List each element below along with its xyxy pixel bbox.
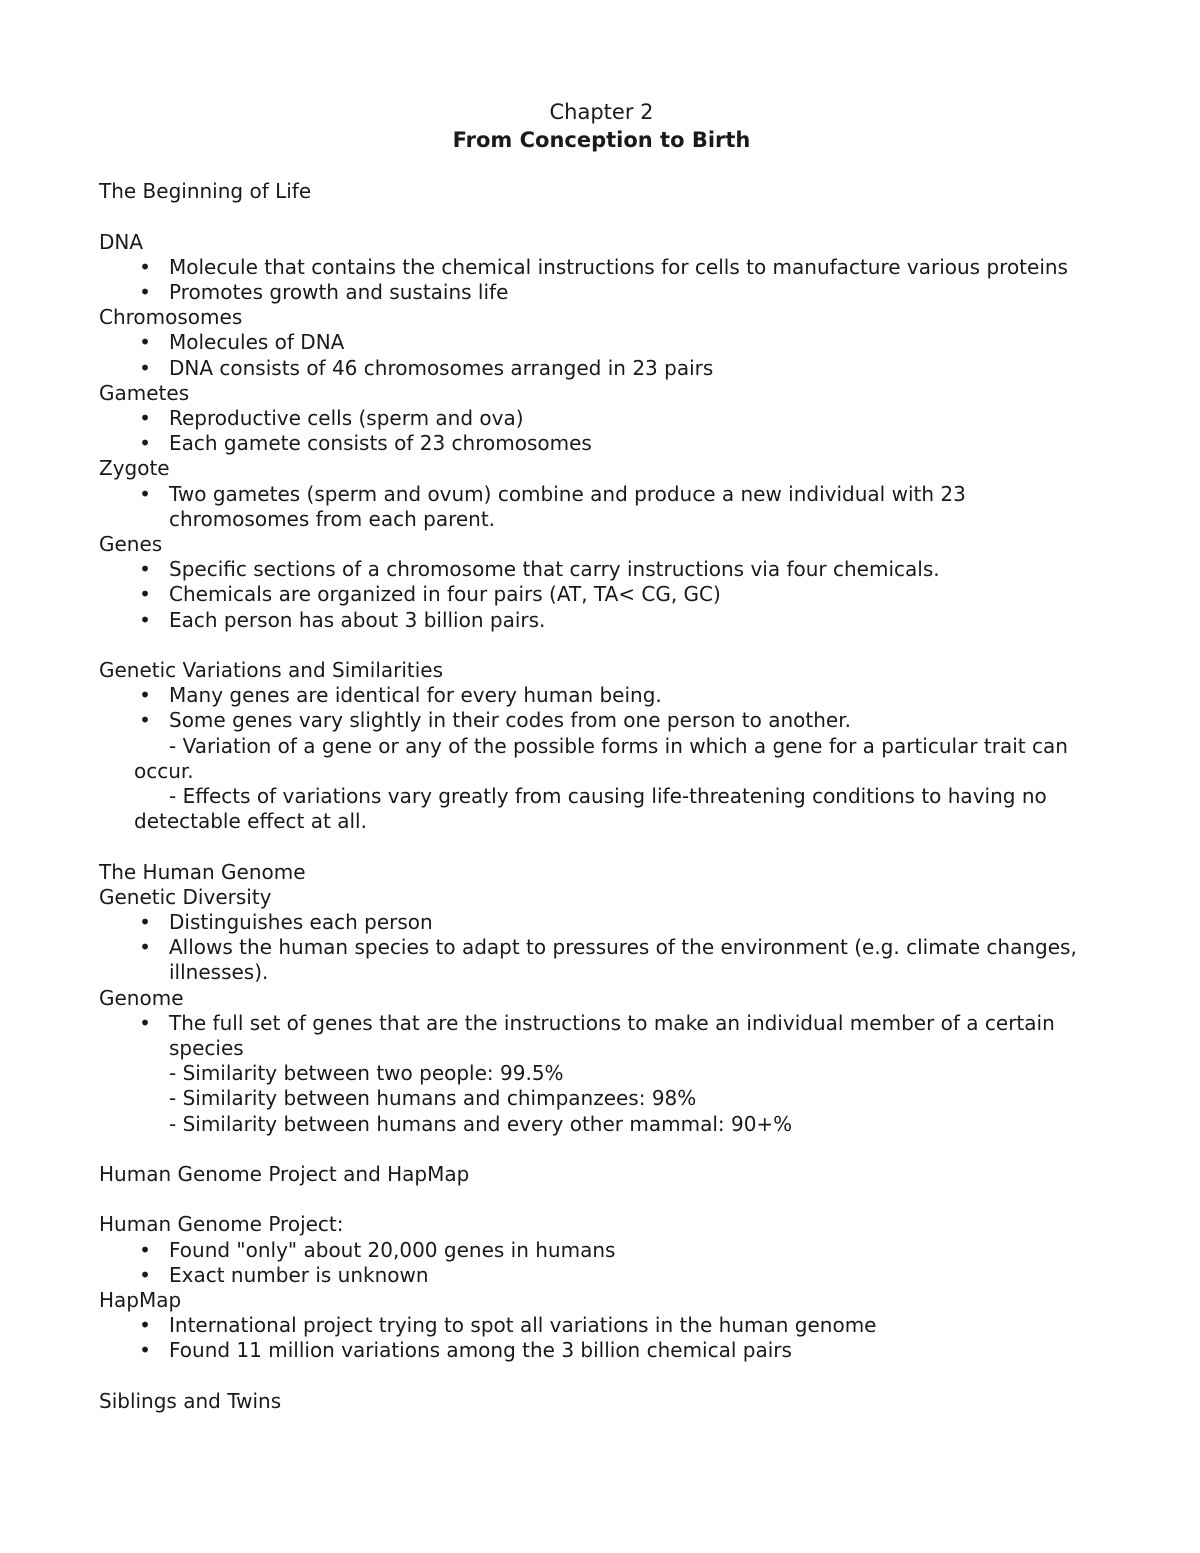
list-item: • Many genes are identical for every human being.	[99, 683, 1104, 708]
hapmap-list	[99, 1313, 1104, 1363]
bullet-icon: •	[139, 1010, 151, 1035]
section-heading-human-genome: The Human Genome	[99, 859, 306, 884]
similarity-note: - Similarity between humans and chimpanzees: 98%	[169, 1086, 697, 1111]
term-genetic-diversity: Genetic Diversity	[99, 884, 272, 909]
term-zygote: Zygote	[99, 456, 170, 481]
term-genes: Genes	[99, 532, 163, 557]
list-item: • The full set of genes that are the instructions to make an individual member of a certain species	[99, 1011, 1104, 1061]
bullet-icon: •	[139, 431, 151, 456]
chapter-number: Chapter 2	[549, 100, 654, 124]
term-dna: DNA	[99, 229, 144, 254]
variation-note: - Effects of variations vary greatly from causing life-threatening conditions to having no detectable effect at all.	[134, 784, 1047, 834]
similarity-note: - Similarity between two people: 99.5%	[169, 1061, 564, 1086]
genes-list	[99, 557, 1104, 633]
list-item: • Allows the human species to adapt to pressures of the environment (e.g. climate changes, illnesses).	[99, 935, 1104, 985]
section-heading-project-hapmap: Human Genome Project and HapMap	[99, 1162, 470, 1187]
gametes-list	[99, 406, 1104, 456]
term-gametes: Gametes	[99, 380, 190, 405]
section-heading-beginning: The Beginning of Life	[99, 179, 312, 204]
zygote-list	[99, 482, 1104, 532]
bullet-icon: •	[139, 330, 151, 355]
bullet-icon: •	[139, 683, 151, 708]
list-item: • Two gametes (sperm and ovum) combine and produce a new individual with 23 chromosomes from each parent.	[99, 482, 1104, 532]
list-item: • Each gamete consists of 23 chromosomes	[99, 431, 1104, 456]
list-item: • Molecule that contains the chemical instructions for cells to manufacture various proteins	[99, 255, 1104, 280]
list-item: • Found 11 million variations among the 3 billion chemical pairs	[99, 1338, 1104, 1363]
list-item: • Reproductive cells (sperm and ova)	[99, 406, 1104, 431]
section-heading-variations: Genetic Variations and Similarities	[99, 658, 444, 683]
variations-list	[99, 683, 1104, 733]
bullet-icon: •	[139, 279, 151, 304]
term-chromosomes: Chromosomes	[99, 305, 243, 330]
bullet-icon: •	[139, 254, 151, 279]
chromosomes-list	[99, 330, 1104, 380]
term-hapmap: HapMap	[99, 1288, 182, 1313]
bullet-icon: •	[139, 708, 151, 733]
dna-list	[99, 255, 1104, 305]
term-genome: Genome	[99, 985, 184, 1010]
list-item: • Each person has about 3 billion pairs.	[99, 608, 1104, 633]
bullet-icon: •	[139, 406, 151, 430]
bullet-icon: •	[139, 582, 151, 607]
list-item: • International project trying to spot all variations in the human genome	[99, 1313, 1104, 1338]
section-heading-siblings: Siblings and Twins	[99, 1388, 282, 1413]
bullet-icon: •	[139, 935, 151, 960]
bullet-icon: •	[139, 557, 151, 582]
bullet-icon: •	[139, 607, 151, 632]
project-list	[99, 1238, 1104, 1288]
diversity-list	[99, 910, 1104, 986]
bullet-icon: •	[139, 1262, 151, 1287]
similarity-note: - Similarity between humans and every other mammal: 90+%	[169, 1111, 793, 1136]
bullet-icon: •	[139, 481, 151, 506]
genome-list	[99, 1011, 1104, 1061]
bullet-icon: •	[139, 1313, 151, 1338]
term-human-genome-project: Human Genome Project:	[99, 1212, 344, 1237]
list-item: • Promotes growth and sustains life	[99, 280, 1104, 305]
bullet-icon: •	[139, 1338, 151, 1363]
document-page	[99, 98, 1104, 1414]
list-item: • Chemicals are organized in four pairs (AT, TA< CG, GC)	[99, 582, 1104, 607]
bullet-icon: •	[139, 1237, 151, 1262]
list-item: • Specific sections of a chromosome that carry instructions via four chemicals.	[99, 557, 1104, 582]
list-item: • Some genes vary slightly in their codes from one person to another.	[99, 708, 1104, 733]
list-item: • Found "only" about 20,000 genes in humans	[99, 1238, 1104, 1263]
bullet-icon: •	[139, 355, 151, 380]
list-item: • Distinguishes each person	[99, 910, 1104, 935]
bullet-icon: •	[139, 910, 151, 935]
chapter-title: From Conception to Birth	[452, 128, 751, 152]
variation-note: - Variation of a gene or any of the possible forms in which a gene for a particular trait can occur.	[134, 733, 1068, 783]
list-item: • DNA consists of 46 chromosomes arranged in 23 pairs	[99, 356, 1104, 381]
list-item: • Molecules of DNA	[99, 330, 1104, 355]
list-item: • Exact number is unknown	[99, 1263, 1104, 1288]
